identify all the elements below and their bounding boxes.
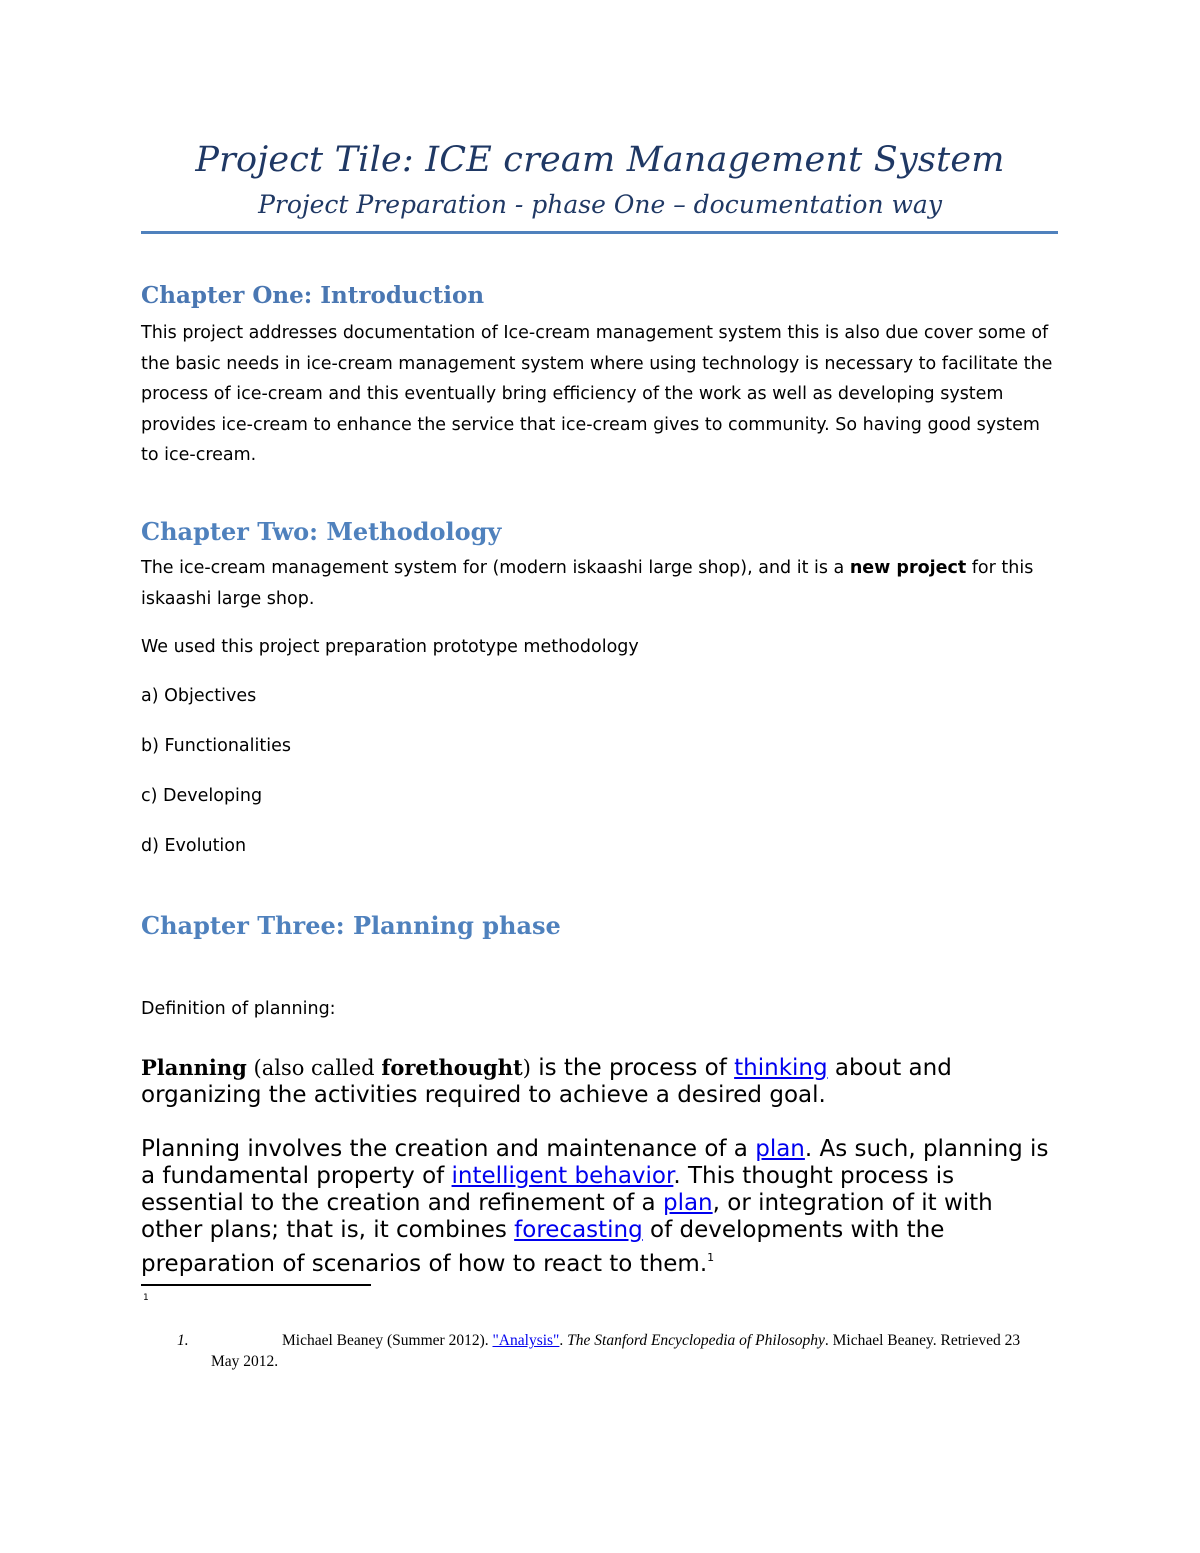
- thinking-link[interactable]: thinking: [734, 1055, 828, 1081]
- footnote-mark: 1: [143, 1293, 149, 1303]
- planning-paragraph-1: [141, 1054, 1059, 1109]
- footnote-text: .: [559, 1332, 568, 1349]
- definition-label: Definition of planning:: [141, 999, 336, 1019]
- body-text: , or integration of it with other plans; that is, it combines: [141, 1190, 993, 1243]
- footnote-source: The Stanford Encyclopedia of Philosophy: [567, 1332, 825, 1349]
- document-title: Project Tile: ICE cream Management System: [195, 140, 1005, 180]
- aside-text: ): [522, 1056, 531, 1080]
- body-text: The ice-cream management system for (modern iskaashi large shop), and it is a: [141, 558, 850, 578]
- body-text: . As such, planning is a fundamental property of: [141, 1136, 1049, 1189]
- list-item: b) Functionalities: [141, 736, 291, 756]
- footnote-text: Michael Beaney (Summer 2012).: [282, 1332, 493, 1349]
- plan-link[interactable]: plan: [662, 1190, 713, 1216]
- intelligent-behavior-link[interactable]: intelligent behavior: [451, 1163, 674, 1189]
- body-text: is the process of: [530, 1055, 735, 1081]
- footnote-separator: [141, 1284, 371, 1286]
- planning-term: Planning: [141, 1055, 247, 1080]
- body-text: about and organizing the activities required to achieve a desired goal.: [141, 1055, 952, 1108]
- chapter-one-body: This project addresses documentation of Ice-cream management system this is also due cover some of the basic needs in ice-cream management system where using technology is necessary to facilitate the process of ice-cream and this eventually bring efficiency of the work as well as developing system provides ice-cream to enhance the service that ice-cream gives to community. So having good system to ice-cream.: [141, 323, 1053, 465]
- footnote-text: . Michael Beaney. Retrieved 23: [824, 1332, 1021, 1349]
- aside-text: (also called: [246, 1056, 382, 1080]
- list-item: c) Developing: [141, 786, 263, 806]
- body-text: of developments with the preparation of scenarios of how to react to them.: [141, 1217, 945, 1277]
- forethought-term: forethought: [381, 1055, 523, 1080]
- chapter-one-heading: Chapter One: Introduction: [141, 282, 485, 309]
- chapter-three-heading: Chapter Three: Planning phase: [141, 911, 561, 940]
- footnote-reference[interactable]: 1: [707, 1251, 715, 1264]
- list-item: d) Evolution: [141, 836, 247, 856]
- plan-link[interactable]: plan: [755, 1136, 805, 1162]
- footnote: [141, 1330, 1041, 1372]
- planning-paragraph-2: [141, 1136, 1059, 1278]
- chapter-two-body: [141, 553, 1059, 615]
- footnote-line-1: [141, 1330, 1041, 1351]
- footnote-line-2: May 2012.: [211, 1353, 279, 1370]
- body-text: for this iskaashi large shop.: [141, 558, 1034, 609]
- body-bold-text: new project: [849, 558, 967, 578]
- analysis-link[interactable]: "Analysis": [492, 1332, 560, 1349]
- methodology-note: We used this project preparation prototype methodology: [141, 637, 639, 657]
- forecasting-link[interactable]: forecasting: [514, 1217, 643, 1243]
- title-divider: [141, 231, 1058, 234]
- document-subtitle: Project Preparation - phase One – documentation way: [258, 190, 942, 219]
- chapter-two-heading: Chapter Two: Methodology: [141, 517, 502, 546]
- list-item: a) Objectives: [141, 686, 257, 706]
- body-text: Planning involves the creation and maintenance of a: [141, 1136, 756, 1162]
- footnote-number: 1.: [177, 1332, 189, 1349]
- body-text: . This thought process is essential to the creation and refinement of a: [141, 1163, 955, 1216]
